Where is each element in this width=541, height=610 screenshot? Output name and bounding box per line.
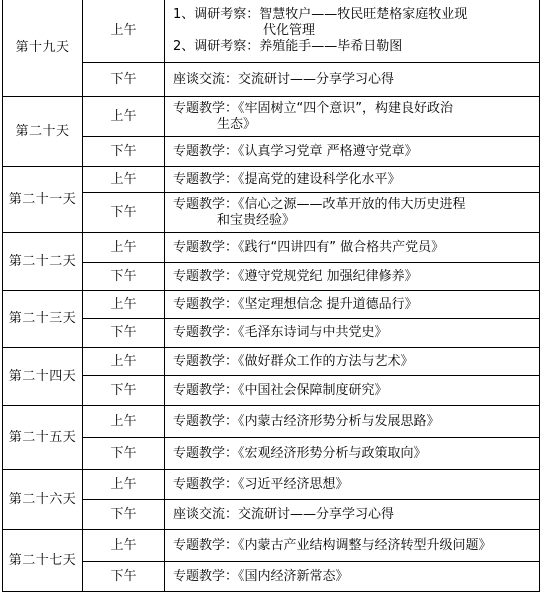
table-row (3, 530, 540, 562)
day-label: 第二十天 (3, 97, 83, 167)
content-line: 专题教学：《信心之源——改革开放的伟大历史进程 (173, 196, 466, 212)
content-line: 2、调研考察：养殖能手——毕希日勒图 (173, 38, 403, 54)
content-line: 1、调研考察：智慧牧户——牧民旺楚格家庭牧业现 (173, 6, 468, 22)
period-label: 上午 (83, 470, 165, 500)
content-line: 专题教学：《牢固树立“四个意识”，构建良好政治 (173, 100, 453, 116)
table-row (3, 562, 540, 592)
day-label: 第二十五天 (3, 406, 83, 470)
period-label: 上午 (83, 97, 165, 137)
day-label: 第二十七天 (3, 530, 83, 592)
period-label: 下午 (83, 500, 165, 530)
table-row (3, 0, 540, 63)
content-line: 和宝贵经验》 (217, 212, 296, 228)
content-line: 专题教学：《提高党的建设科学化水平》 (173, 171, 401, 187)
session-content (165, 470, 540, 500)
period-label: 上午 (83, 167, 165, 193)
content-line: 专题教学：《宏观经济形势分析与政策取向》 (173, 445, 427, 461)
content-line: 专题教学：《中国社会保障制度研究》 (173, 382, 388, 398)
period-label: 上午 (83, 0, 165, 63)
table-row (3, 233, 540, 263)
session-content (165, 562, 540, 592)
period-label: 上午 (83, 348, 165, 376)
content-line: 生态》 (217, 116, 257, 132)
content-line: 专题教学：《坚定理想信念 提升道德品行》 (173, 296, 418, 312)
content-line: 代化管理 (263, 22, 316, 38)
table-row (3, 63, 540, 97)
table-row (3, 97, 540, 137)
period-label: 上午 (83, 291, 165, 319)
day-label: 第二十一天 (3, 167, 83, 233)
session-content (165, 97, 540, 137)
day-label: 第二十四天 (3, 348, 83, 406)
period-label: 下午 (83, 193, 165, 233)
table-row (3, 319, 540, 348)
session-content (165, 233, 540, 263)
table-row (3, 500, 540, 530)
content-line: 专题教学：《国内经济新常态》 (173, 568, 349, 584)
period-label: 下午 (83, 319, 165, 348)
session-content (165, 193, 540, 233)
table-row (3, 167, 540, 193)
session-content (165, 438, 540, 470)
content-line: 座谈交流：交流研讨——分享学习心得 (173, 71, 395, 87)
content-line: 专题教学：《内蒙古经济形势分析与发展思路》 (173, 413, 440, 429)
content-line: 专题教学：《遵守党规党纪 加强纪律修养》 (173, 268, 418, 284)
day-label: 第二十三天 (3, 291, 83, 348)
session-content (165, 137, 540, 167)
day-label: 第二十二天 (3, 233, 83, 291)
session-content (165, 263, 540, 291)
content-line: 专题教学：《认真学习党章 严格遵守党章》 (173, 143, 418, 159)
table-row (3, 193, 540, 233)
period-label: 下午 (83, 438, 165, 470)
period-label: 上午 (83, 233, 165, 263)
session-content (165, 319, 540, 348)
table-row (3, 348, 540, 376)
table-row (3, 438, 540, 470)
table-row (3, 470, 540, 500)
table-row (3, 137, 540, 167)
table-row (3, 263, 540, 291)
period-label: 下午 (83, 562, 165, 592)
session-content (165, 500, 540, 530)
session-content (165, 291, 540, 319)
period-label: 下午 (83, 263, 165, 291)
session-content (165, 167, 540, 193)
content-line: 专题教学：《习近平经济思想》 (173, 476, 349, 492)
period-label: 上午 (83, 406, 165, 438)
period-label: 下午 (83, 376, 165, 406)
session-content (165, 0, 540, 63)
day-label: 第十九天 (3, 0, 83, 97)
session-content (165, 530, 540, 562)
session-content (165, 376, 540, 406)
table-row (3, 291, 540, 319)
table-row (3, 406, 540, 438)
schedule-table (2, 0, 540, 592)
content-line: 专题教学：《做好群众工作的方法与艺术》 (173, 353, 414, 369)
session-content (165, 63, 540, 97)
content-line: 专题教学：《践行“四讲四有” 做合格共产党员》 (173, 239, 445, 255)
content-line: 专题教学：《内蒙古产业结构调整与经济转型升级问题》 (173, 537, 492, 553)
period-label: 下午 (83, 137, 165, 167)
table-row (3, 376, 540, 406)
period-label: 下午 (83, 63, 165, 97)
content-line: 座谈交流：交流研讨——分享学习心得 (173, 506, 395, 522)
day-label: 第二十六天 (3, 470, 83, 530)
session-content (165, 406, 540, 438)
session-content (165, 348, 540, 376)
period-label: 上午 (83, 530, 165, 562)
content-line: 专题教学：《毛泽东诗词与中共党史》 (173, 325, 388, 340)
